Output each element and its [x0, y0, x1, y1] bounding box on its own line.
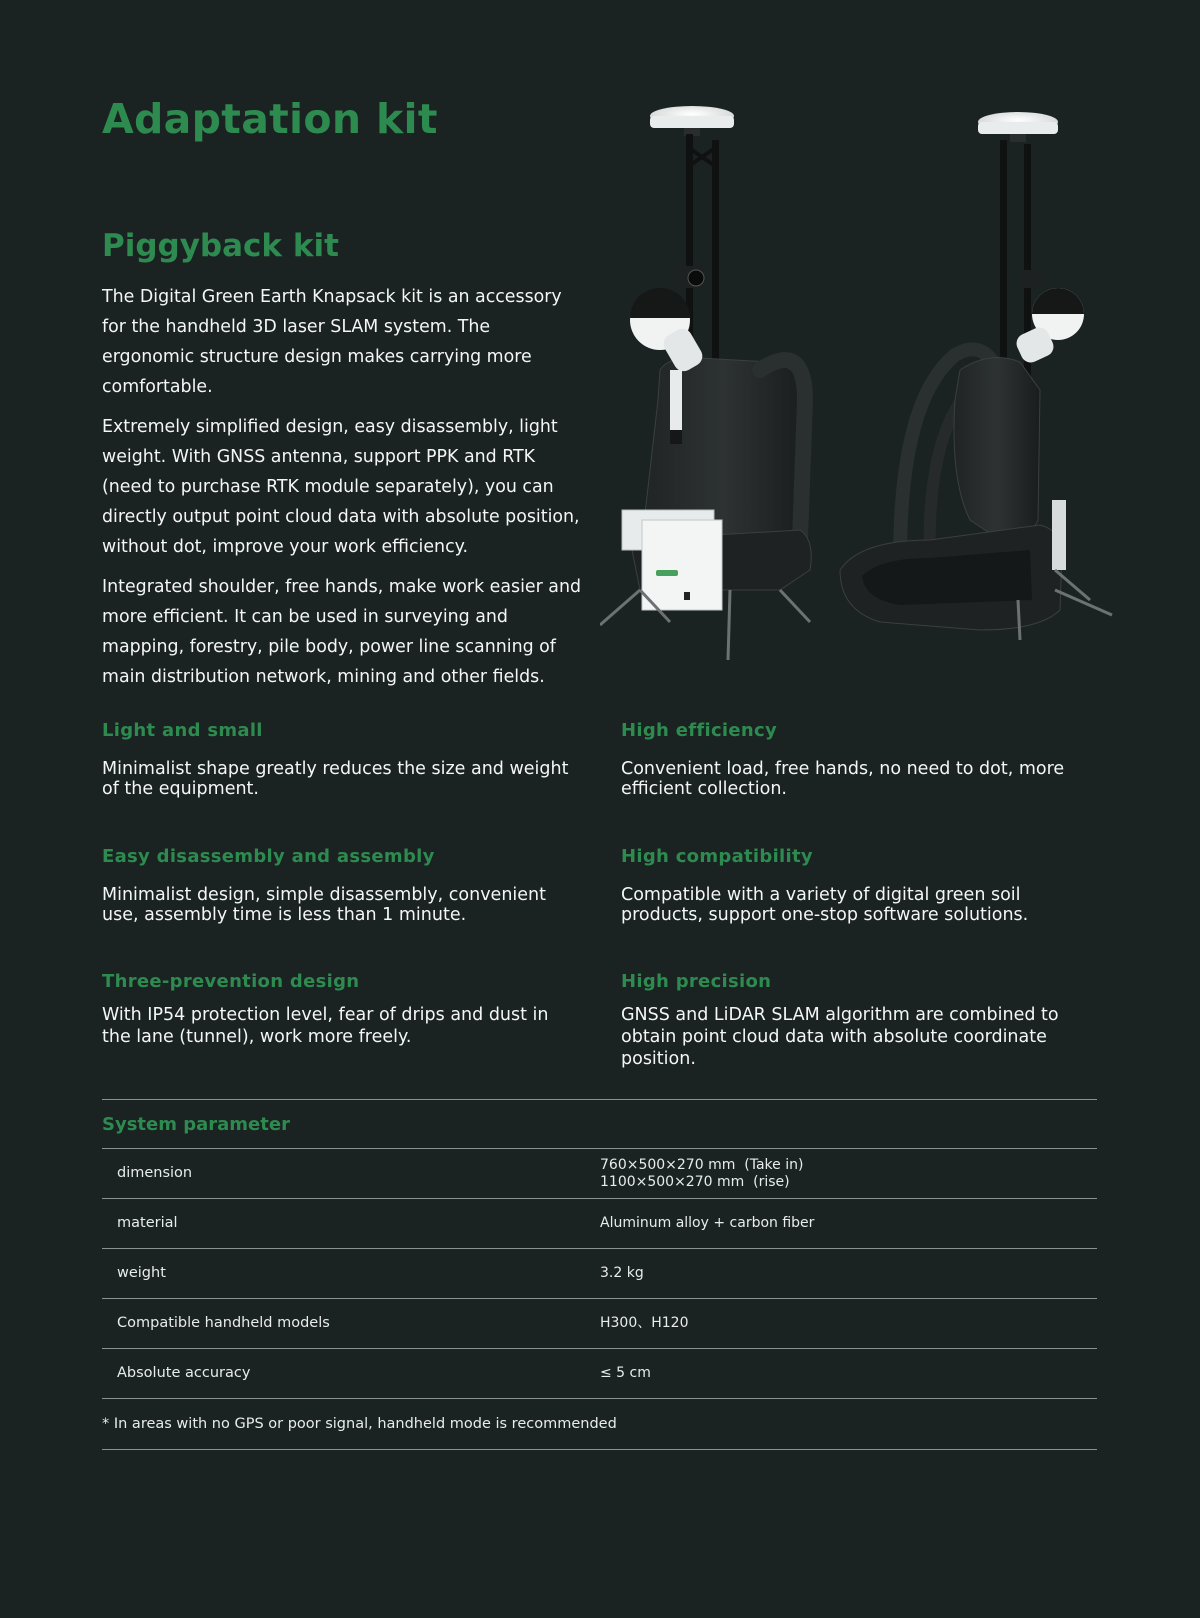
param-value [600, 1249, 644, 1298]
param-value-line: H300、H120 [600, 1315, 689, 1331]
divider [102, 1398, 1097, 1399]
divider [102, 1449, 1097, 1450]
param-value [600, 1199, 814, 1248]
product-image [600, 100, 1145, 680]
backpack-side-view [840, 112, 1112, 640]
intro-paragraph: Extremely simplified design, easy disassembly, light weight. With GNSS antenna, support PPK and RTK (need to purchase RTK module separately), you can directly output point cloud data with absolute position, without dot, improve your work efficiency. [102, 417, 580, 557]
param-row-compatible-models [102, 1299, 1097, 1348]
section-title: Piggyback kit [102, 228, 339, 264]
intro-paragraph: Integrated shoulder, free hands, make work easier and more efficient. It can be used in surveying and mapping, forestry, pile body, power line scanning of main distribution network, mining and other fields. [102, 577, 582, 687]
feature-title: High efficiency [621, 720, 778, 741]
param-value-line: 1100×500×270 mm (rise) [600, 1173, 790, 1190]
feature-three-prevention [102, 971, 572, 1048]
page-title: Adaptation kit [102, 95, 438, 143]
param-key: dimension [117, 1165, 193, 1181]
param-key: Absolute accuracy [117, 1365, 251, 1381]
intro-paragraph: The Digital Green Earth Knapsack kit is an accessory for the handheld 3D laser SLAM system. The ergonomic structure design makes carrying more comfortable. [102, 287, 562, 397]
feature-text: GNSS and LiDAR SLAM algorithm are combined to obtain point cloud data with absolute coordinate position. [621, 1005, 1059, 1069]
param-value-line: Aluminum alloy + carbon fiber [600, 1215, 815, 1231]
feature-high-efficiency [621, 720, 1091, 799]
param-row-dimension [102, 1149, 1097, 1198]
feature-text: Convenient load, free hands, no need to dot, more efficient collection. [621, 759, 1065, 799]
feature-light-and-small [102, 720, 572, 799]
feature-text: Minimalist shape greatly reduces the size and weight of the equipment. [102, 759, 569, 799]
feature-title: High compatibility [621, 846, 813, 867]
param-row-material [102, 1199, 1097, 1248]
feature-text: Compatible with a variety of digital green soil products, support one-stop software solutions. [621, 885, 1029, 925]
param-row-absolute-accuracy [102, 1349, 1097, 1398]
param-value [600, 1149, 803, 1198]
param-key: Compatible handheld models [117, 1315, 330, 1331]
feature-title: High precision [621, 971, 772, 992]
param-key: material [117, 1215, 178, 1231]
feature-title: Light and small [102, 720, 263, 741]
feature-easy-disassembly [102, 846, 572, 925]
feature-text: Minimalist design, simple disassembly, convenient use, assembly time is less than 1 minute. [102, 885, 546, 925]
feature-high-precision [621, 971, 1091, 1070]
param-value [600, 1299, 689, 1348]
param-value [600, 1349, 651, 1398]
divider [102, 1099, 1097, 1100]
feature-text: With IP54 protection level, fear of drips and dust in the lane (tunnel), work more freely. [102, 1005, 549, 1047]
param-value-line: ≤ 5 cm [600, 1365, 651, 1381]
feature-high-compatibility [621, 846, 1091, 925]
params-title: System parameter [102, 1114, 290, 1135]
param-key: weight [117, 1265, 166, 1281]
intro-text [102, 282, 582, 702]
param-value-line: 760×500×270 mm (Take in) [600, 1156, 804, 1173]
backpack-front-view [600, 106, 811, 660]
param-value-line: 3.2 kg [600, 1265, 644, 1281]
param-row-weight [102, 1249, 1097, 1298]
footnote: * In areas with no GPS or poor signal, handheld mode is recommended [102, 1416, 617, 1432]
feature-title: Three-prevention design [102, 971, 360, 992]
feature-title: Easy disassembly and assembly [102, 846, 435, 867]
